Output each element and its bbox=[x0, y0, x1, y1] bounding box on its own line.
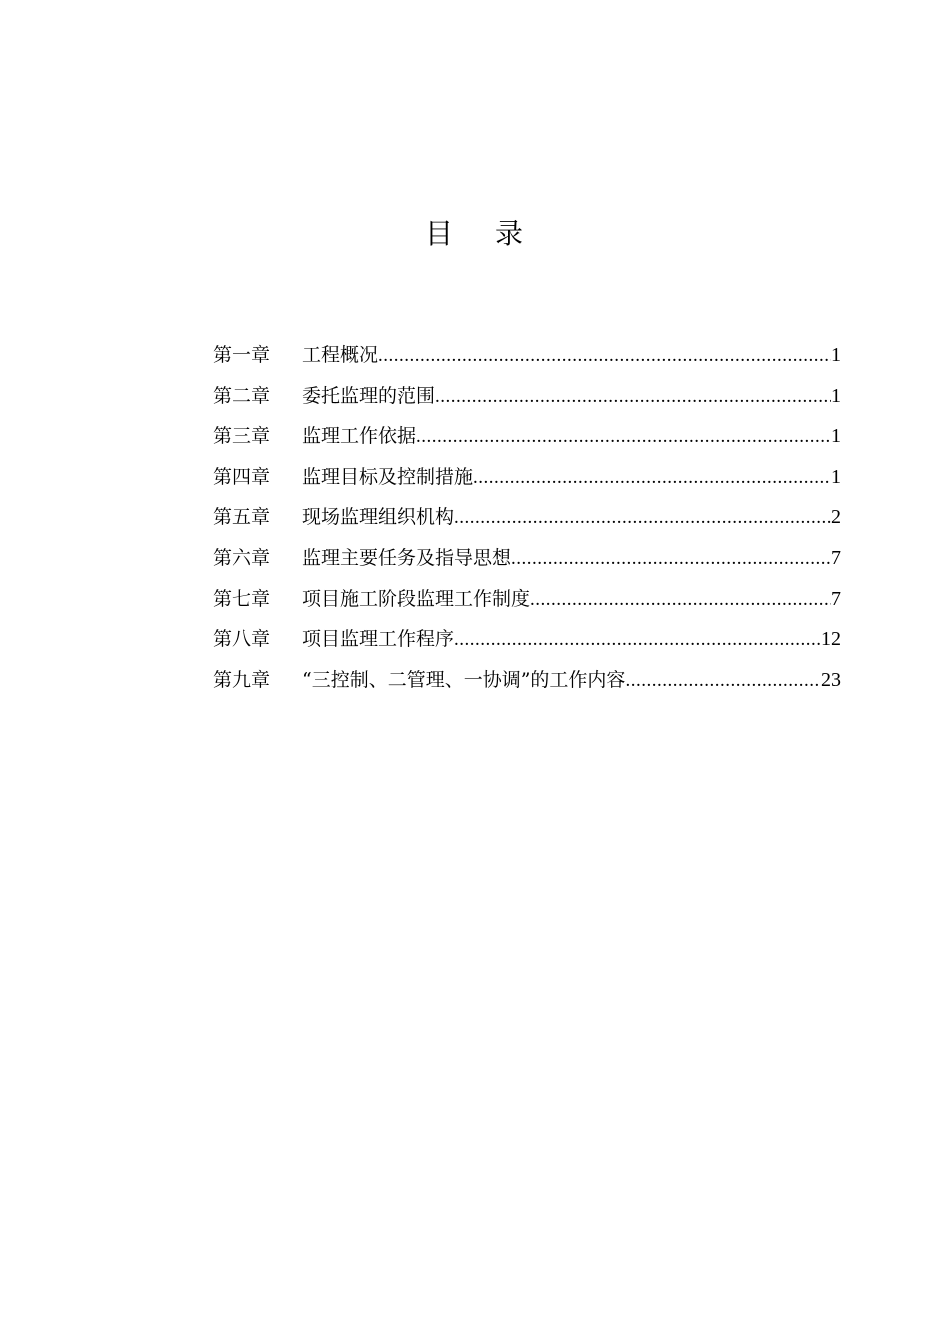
table-of-contents bbox=[213, 340, 841, 705]
toc-entry-title: 委托监理的范围 bbox=[302, 384, 436, 407]
toc-entry-7[interactable] bbox=[213, 584, 841, 625]
toc-chapter-label: 第六章 bbox=[213, 546, 271, 569]
toc-heading-char-1: 目 bbox=[424, 217, 455, 250]
toc-chapter-label: 第五章 bbox=[213, 506, 271, 529]
toc-entry-8[interactable] bbox=[213, 624, 841, 665]
toc-entry-title: 现场监理组织机构 bbox=[302, 506, 455, 529]
toc-chapter-label: 第七章 bbox=[213, 587, 271, 610]
toc-page-number: 1 bbox=[831, 465, 841, 488]
toc-entry-title: 监理主要任务及指导思想 bbox=[302, 546, 512, 569]
toc-entry-title: 监理工作依据 bbox=[302, 425, 417, 448]
toc-chapter-label: 第八章 bbox=[213, 628, 271, 651]
toc-entry-5[interactable] bbox=[213, 502, 841, 543]
toc-entry-3[interactable] bbox=[213, 421, 841, 462]
toc-leader-dots bbox=[511, 548, 831, 570]
toc-entry-2[interactable] bbox=[213, 381, 841, 422]
toc-page-number: 7 bbox=[831, 587, 841, 610]
toc-entry-title: 工程概况 bbox=[302, 344, 379, 366]
toc-entry-title: 监理目标及控制措施 bbox=[302, 465, 474, 488]
toc-page-number: 7 bbox=[831, 546, 841, 569]
toc-page-number: 1 bbox=[831, 344, 841, 366]
toc-heading-char-2: 录 bbox=[495, 217, 526, 250]
toc-leader-dots bbox=[454, 629, 821, 651]
toc-chapter-label: 第三章 bbox=[213, 425, 271, 448]
toc-chapter-label: 第一章 bbox=[213, 344, 271, 366]
toc-entry-4[interactable] bbox=[213, 462, 841, 503]
toc-entry-title: 项目施工阶段监理工作制度 bbox=[302, 587, 531, 610]
toc-leader-dots bbox=[378, 345, 831, 367]
toc-entry-9[interactable] bbox=[213, 665, 841, 706]
toc-chapter-label: 第四章 bbox=[213, 465, 271, 488]
toc-page-number: 1 bbox=[831, 384, 841, 407]
toc-entry-title: “三控制、二管理、一协调”的工作内容 bbox=[302, 668, 626, 691]
toc-chapter-label: 第二章 bbox=[213, 384, 271, 407]
toc-heading bbox=[0, 212, 950, 252]
toc-page-number: 2 bbox=[831, 506, 841, 529]
toc-chapter-label: 第九章 bbox=[213, 668, 271, 691]
toc-leader-dots bbox=[416, 426, 831, 448]
toc-leader-dots bbox=[530, 589, 831, 611]
toc-leader-dots bbox=[473, 467, 831, 489]
toc-entry-title: 项目监理工作程序 bbox=[302, 628, 455, 651]
toc-leader-dots bbox=[625, 670, 821, 692]
toc-page-number: 12 bbox=[821, 628, 841, 651]
toc-leader-dots bbox=[435, 386, 831, 408]
toc-page-number: 23 bbox=[821, 668, 841, 691]
toc-page-number: 1 bbox=[831, 425, 841, 448]
toc-entry-1[interactable] bbox=[213, 340, 841, 381]
toc-leader-dots bbox=[454, 507, 831, 529]
toc-entry-6[interactable] bbox=[213, 543, 841, 584]
